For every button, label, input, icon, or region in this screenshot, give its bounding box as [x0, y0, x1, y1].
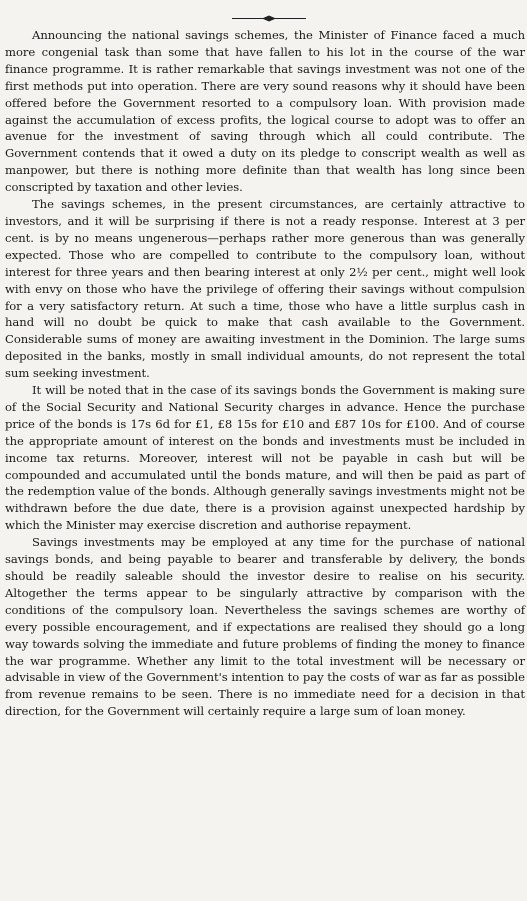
article-paragraph-3: It will be noted that in the case of its savings bonds the Government is making sure of the Social Security and National Security charges in advance. Hence the purchase price of the bonds is 17s 6d for £1, £8 15s for £10 and £87 10s for £100. And of course the appropriate amount of interest on the bonds and investments must be included in income tax returns. Moreover, interest will not be payable in cash but will be compounded and accumulated until the bonds mature, and will then be paid as part of the redemption value of the bonds. Although generally savings investments might not be withdrawn before the due date, there is a provision against unexpected hardship by which the Minister may exercise discretion and authorise repayment. — [5, 383, 525, 533]
article-paragraph-4: Savings investments may be employed at any time for the purchase of national savings bonds, and being payable to bearer and transferable by delivery, the bonds should be readily saleable should the investor desire to realise on his security. Altogether the terms appear to be singularly attractive by comparison with the conditions of the compulsory loan. Nevertheless the savings schemes are worthy of every possible encouragement, and if expectations are realised they should go a long way towards solving the immediate and future problems of finding the money to finance the war programme. Whether any limit to the total investment will be necessary or advisable in view of the Government's intention to pay the costs of war as far as possible from revenue remains to be seen. There is no immediate need for a decision in that direction, for the Government will certainly require a large sum of loan money. — [5, 535, 525, 719]
article-paragraph-2: The savings schemes, in the present circumstances, are certainly attractive to investors, and it will be surprising if there is not a ready response. Interest at 3 per cent. is by no means ungenerous—perhaps rather more generous than was generally expected. Those who are compelled to contribute to the compulsory loan, without interest for three years and then bearing interest at only 2½ per cent., might well look with envy on those who have the privilege of offering their savings without compulsion for a very satisfactory return. At such a time, those who have a little surplus cash in hand will no doubt be quick to make that cash available to the Government. Considerable sums of money are awaiting investment in the Dominion. The large sums deposited in the banks, mostly in small individual amounts, do not represent the total sum seeking investment. — [5, 197, 525, 381]
decorative-rule-ornament — [232, 15, 306, 22]
editorial-article — [5, 27, 525, 720]
article-paragraph-1: Announcing the national savings schemes, the Minister of Finance faced a much more congenial task than some that have fallen to his lot in the course of the war finance programme. It is rather remarkable that savings investment was not one of the first methods put into operation. There are very sound reasons why it should have been offered before the Government resorted to a compulsory loan. With provision made against the accumulation of excess profits, the logical course to adopt was to offer an avenue for the investment of saving through which all could contribute. The Government contends that it owed a duty on its pledge to conscript wealth as well as manpower, but there is nothing more definite than that wealth has long since been conscripted by taxation and other levies. — [5, 28, 525, 195]
